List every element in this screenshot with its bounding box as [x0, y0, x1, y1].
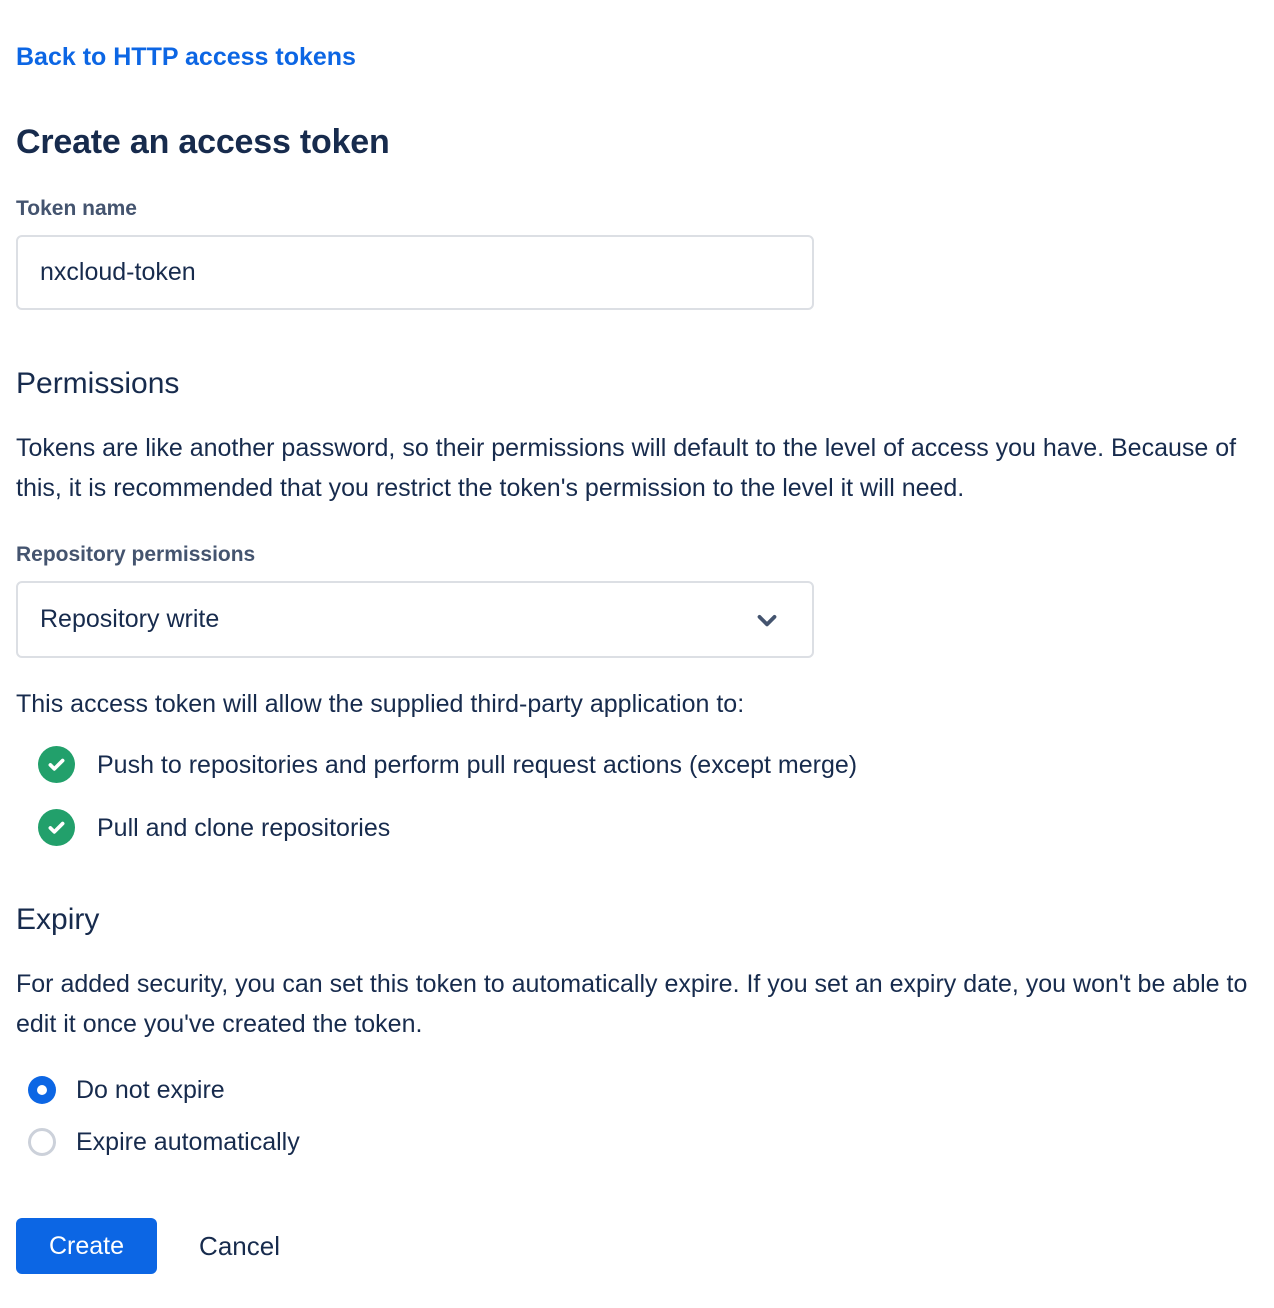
capability-label: Push to repositories and perform pull request actions (except merge) — [97, 750, 858, 779]
permissions-heading: Permissions — [16, 367, 180, 400]
capability-label: Pull and clone repositories — [97, 813, 391, 842]
radio-unselected-icon[interactable] — [28, 1128, 56, 1156]
repository-permissions-label: Repository permissions — [16, 543, 256, 566]
repository-permissions-select[interactable] — [16, 581, 814, 658]
capability-row — [38, 746, 1258, 783]
check-circle-icon — [38, 746, 75, 783]
radio-label: Do not expire — [76, 1076, 225, 1104]
form-actions — [16, 1218, 1258, 1274]
radio-option-expire-automatically[interactable] — [28, 1126, 1258, 1158]
expiry-radio-group — [16, 1074, 1258, 1158]
repository-permissions-selected-value: Repository write — [40, 605, 220, 633]
chevron-down-icon — [752, 605, 782, 635]
allow-intro-text: This access token will allow the supplied third-party application to: — [16, 690, 745, 718]
expiry-description: For added security, you can set this token to automatically expire. If you set an expiry date, you won't be able to edit it once you've created the token. — [16, 970, 1248, 1038]
token-name-label: Token name — [16, 197, 137, 220]
radio-selected-icon[interactable] — [28, 1076, 56, 1104]
token-name-input[interactable] — [16, 235, 814, 310]
page-title: Create an access token — [16, 123, 390, 161]
permissions-description: Tokens are like another password, so their permissions will default to the level of access you have. Because of this, it is recommended that you restrict the token's permission to the level it will need. — [16, 434, 1237, 502]
back-to-http-access-tokens-link[interactable]: Back to HTTP access tokens — [16, 43, 356, 71]
check-circle-icon — [38, 809, 75, 846]
cancel-button[interactable]: Cancel — [199, 1230, 280, 1261]
capability-row — [38, 809, 1258, 846]
radio-option-do-not-expire[interactable] — [28, 1074, 1258, 1106]
expiry-heading: Expiry — [16, 903, 100, 936]
radio-label: Expire automatically — [76, 1128, 300, 1156]
create-button[interactable]: Create — [16, 1218, 157, 1274]
